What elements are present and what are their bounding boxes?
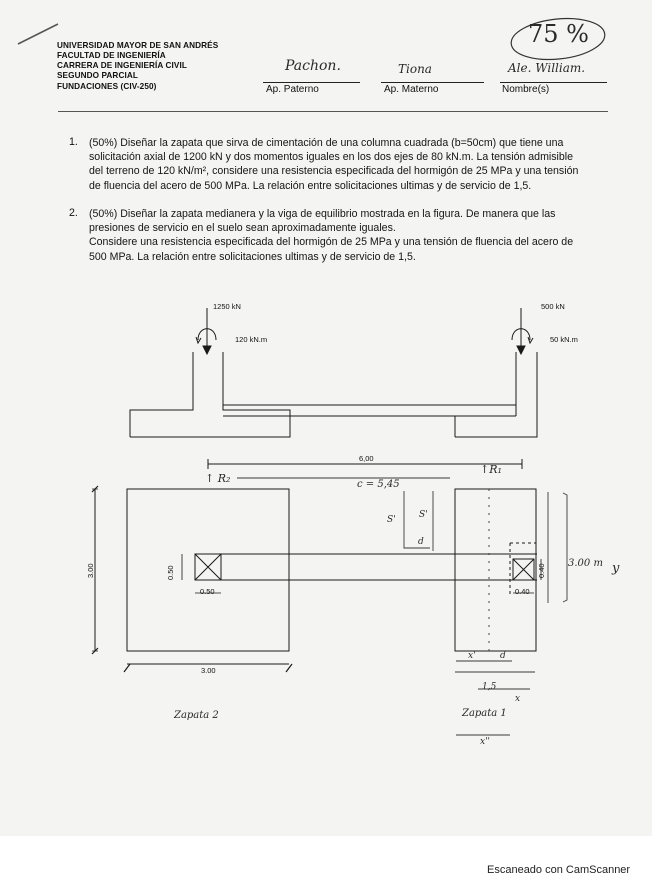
materno-label: Ap. Materno (384, 84, 439, 95)
hand-d-bottom: d (500, 651, 506, 661)
materno-value: Tiona (398, 62, 432, 76)
problem-1-line: de fluencia del acero de 500 MPa. La relación entre solicitaciones ultimas y de servicio de 1,5. (89, 179, 532, 192)
problem-2-line: presiones de servicio en el suelo sean aproximadamente iguales. (89, 222, 396, 235)
nombre-value: Ale. William. (508, 61, 586, 75)
left-col-dim-v: 0.50 (166, 565, 175, 580)
elevation-outline (130, 352, 290, 437)
header-university: UNIVERSIDAD MAYOR DE SAN ANDRÉS (57, 41, 219, 50)
hand-s-right: S' (419, 510, 428, 520)
camscanner-footer: Escaneado con CamScanner (487, 864, 631, 876)
hand-r2: ↑ R₂ (205, 472, 231, 485)
hand-d-small: d (418, 537, 424, 547)
paterno-value: Pachon. (285, 58, 341, 74)
left-load-label: 1250 kN (213, 302, 241, 311)
problem-2-number: 2. (69, 207, 78, 219)
hand-x-var: x (515, 694, 521, 704)
left-footing-height-label: 3.00 (86, 563, 95, 578)
hand-zapata-1: Zapata 1 (462, 708, 507, 719)
header-career: CARRERA DE INGENIERÍA CIVIL (57, 61, 187, 70)
header-course: FUNDACIONES (CIV-250) (57, 82, 157, 91)
header-faculty: FACULTAD DE INGENIERÍA (57, 51, 166, 60)
hand-x-double: x'' (480, 737, 491, 747)
span-label: 6,00 (359, 454, 374, 463)
left-footing-plan (127, 489, 289, 651)
hand-y-var: y (612, 561, 620, 576)
hand-s-left: S' (387, 515, 396, 525)
hand-x-prime: x' (468, 651, 476, 661)
paterno-label: Ap. Paterno (266, 84, 319, 95)
hand-y-dim: 3.00 m (568, 558, 603, 569)
hand-c-value: c = 5,45 (357, 479, 400, 490)
hand-zapata-2: Zapata 2 (174, 710, 219, 721)
left-footing-width-label: 3.00 (201, 666, 216, 675)
beam-plan (221, 554, 537, 580)
problem-2-line: 500 MPa. La relación entre solicitaciones ultimas y de servicio de 1,5. (89, 250, 416, 263)
problem-1-number: 1. (69, 136, 78, 148)
header-exam: SEGUNDO PARCIAL (57, 71, 138, 80)
hand-r1: ↑R₁ (480, 463, 502, 476)
left-col-dim-h: 0.50 (200, 587, 215, 596)
problem-1-line: (50%) Diseñar la zapata que sirva de cimentación de una columna cuadrada (b=50cm) que tiene una (89, 137, 564, 149)
problem-1-line: solicitación axial de 1200 kN y dos momentos iguales en los dos ejes de 80 kN.m. La tensión admisible (89, 151, 574, 164)
left-moment-label: 120 kN.m (235, 335, 268, 344)
right-moment-label: 50 kN.m (550, 335, 578, 344)
right-col-dim-h: 0.40 (515, 587, 530, 596)
problem-2-line: (50%) Diseñar la zapata medianera y la viga de equilibrio mostrada en la figura. De manera que las (89, 208, 556, 220)
nombre-label: Nombre(s) (502, 84, 550, 95)
problem-1-line: del terreno de 120 kN/m², considere una resistencia especificada del hormigón de 25 MPa y una tensión (89, 165, 579, 178)
elevation-right (455, 352, 537, 437)
problem-2-line: Considere una resistencia especificada del hormigón de 25 MPa y una tensión de fluencia del acero de (89, 236, 574, 249)
right-load-label: 500 kN (541, 302, 565, 311)
hand-one-five: 1,5 (482, 682, 497, 692)
grade-value: 75 % (528, 20, 589, 48)
right-col-dim-v: 0.40 (537, 563, 546, 578)
